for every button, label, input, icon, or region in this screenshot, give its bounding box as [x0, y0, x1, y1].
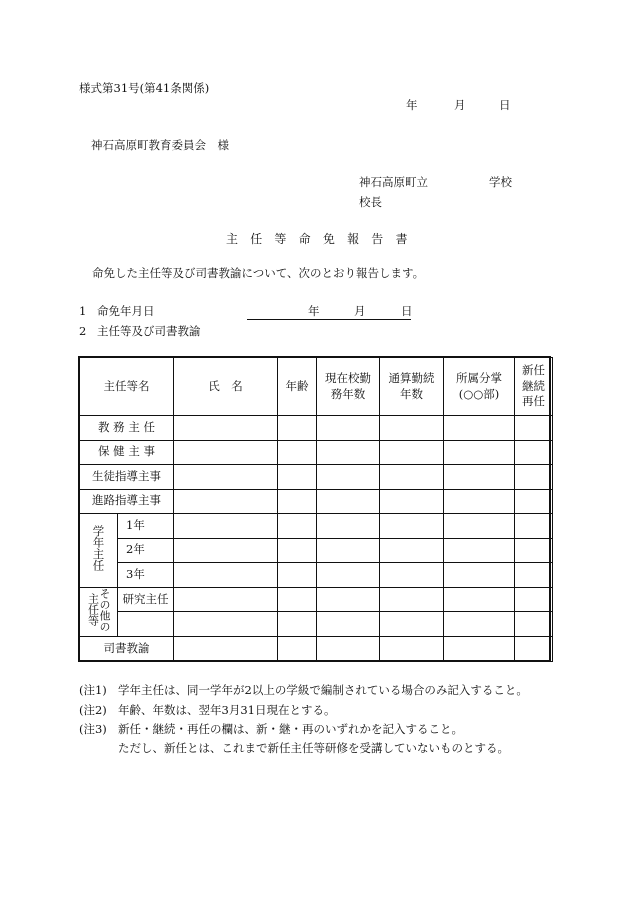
- header-status: 新任継続再任: [515, 358, 553, 416]
- age-cell[interactable]: [278, 538, 317, 563]
- date-year-label: 年: [406, 98, 418, 112]
- table-row: [80, 587, 553, 612]
- other-head-blank-cell[interactable]: [118, 612, 174, 637]
- age-cell[interactable]: [278, 416, 317, 441]
- item-1-month: 月: [354, 304, 366, 318]
- age-cell[interactable]: [278, 637, 317, 662]
- department-cell[interactable]: [444, 563, 515, 588]
- status-cell[interactable]: [515, 637, 553, 662]
- date-day-label: 日: [499, 98, 511, 112]
- department-cell[interactable]: [444, 637, 515, 662]
- status-cell[interactable]: [515, 563, 553, 588]
- table-row: [80, 637, 553, 662]
- status-cell[interactable]: [515, 440, 553, 465]
- department-cell[interactable]: [444, 587, 515, 612]
- total-years-cell[interactable]: [380, 538, 444, 563]
- note-1-text: 学年主任は、同一学年が2以上の学級で編制されている場合のみ記入すること。: [118, 683, 528, 697]
- total-years-cell[interactable]: [380, 514, 444, 539]
- table-row: [80, 514, 553, 539]
- row-label-health: 保 健 主 事: [80, 440, 174, 465]
- total-years-cell[interactable]: [380, 637, 444, 662]
- current-years-cell[interactable]: [317, 416, 380, 441]
- school-suffix: 学校: [489, 175, 512, 189]
- note-1-mark: (注1): [79, 683, 107, 697]
- age-cell[interactable]: [278, 440, 317, 465]
- addressee: 神石高原町教育委員会 様: [91, 138, 229, 152]
- department-cell[interactable]: [444, 514, 515, 539]
- item-2-label: 主任等及び司書教諭: [97, 324, 201, 338]
- name-cell[interactable]: [174, 538, 278, 563]
- current-years-cell[interactable]: [317, 440, 380, 465]
- principal-label: 校長: [359, 195, 382, 209]
- department-cell[interactable]: [444, 612, 515, 637]
- status-cell[interactable]: [515, 587, 553, 612]
- current-years-cell[interactable]: [317, 612, 380, 637]
- total-years-cell[interactable]: [380, 489, 444, 514]
- age-cell[interactable]: [278, 489, 317, 514]
- status-cell[interactable]: [515, 416, 553, 441]
- current-years-cell[interactable]: [317, 587, 380, 612]
- current-years-cell[interactable]: [317, 465, 380, 490]
- row-label-grade2: 2年: [118, 538, 174, 563]
- appointment-table: [79, 357, 553, 662]
- row-group-grade-head: 学年主任: [80, 514, 118, 588]
- item-2-number: 2: [79, 324, 87, 338]
- school-prefix: 神石高原町立: [359, 175, 428, 189]
- header-position: 主任等名: [80, 358, 174, 416]
- current-years-cell[interactable]: [317, 538, 380, 563]
- row-label-grade3: 3年: [118, 563, 174, 588]
- document-title: 主 任 等 命 免 報 告 書: [226, 232, 412, 246]
- status-cell[interactable]: [515, 612, 553, 637]
- note-3-continuation: ただし、新任とは、これまで新任主任等研修を受講していないものとする。: [118, 741, 509, 755]
- name-cell[interactable]: [174, 514, 278, 539]
- note-2-text: 年齢、年数は、翌年3月31日現在とする。: [118, 703, 336, 717]
- name-cell[interactable]: [174, 563, 278, 588]
- current-years-cell[interactable]: [317, 637, 380, 662]
- row-label-grade1: 1年: [118, 514, 174, 539]
- name-cell[interactable]: [174, 612, 278, 637]
- item-1-label: 命免年月日: [97, 304, 155, 318]
- total-years-cell[interactable]: [380, 440, 444, 465]
- department-cell[interactable]: [444, 538, 515, 563]
- status-cell[interactable]: [515, 465, 553, 490]
- table-row: [80, 563, 553, 588]
- total-years-cell[interactable]: [380, 563, 444, 588]
- name-cell[interactable]: [174, 440, 278, 465]
- age-cell[interactable]: [278, 612, 317, 637]
- note-3-mark: (注3): [79, 722, 107, 736]
- name-cell[interactable]: [174, 465, 278, 490]
- note-2-mark: (注2): [79, 703, 107, 717]
- status-cell[interactable]: [515, 514, 553, 539]
- table-row: [80, 440, 553, 465]
- header-age: 年齢: [278, 358, 317, 416]
- age-cell[interactable]: [278, 514, 317, 539]
- age-cell[interactable]: [278, 563, 317, 588]
- form-number: 様式第31号(第41条関係): [79, 81, 210, 95]
- row-label-research: 研究主任: [118, 587, 174, 612]
- row-label-career-guidance: 進路指導主事: [80, 489, 174, 514]
- current-years-cell[interactable]: [317, 563, 380, 588]
- table-row: [80, 416, 553, 441]
- note-3-text: 新任・継続・再任の欄は、新・継・再のいずれかを記入すること。: [118, 722, 463, 736]
- row-label-academic-affairs: 教 務 主 任: [80, 416, 174, 441]
- department-cell[interactable]: [444, 465, 515, 490]
- status-cell[interactable]: [515, 538, 553, 563]
- total-years-cell[interactable]: [380, 587, 444, 612]
- item-1-year: 年: [308, 304, 320, 318]
- current-years-cell[interactable]: [317, 514, 380, 539]
- header-total-years: 通算勤続年数: [380, 358, 444, 416]
- total-years-cell[interactable]: [380, 465, 444, 490]
- total-years-cell[interactable]: [380, 612, 444, 637]
- item-1-underline: [247, 319, 411, 320]
- department-cell[interactable]: [444, 489, 515, 514]
- department-cell[interactable]: [444, 416, 515, 441]
- name-cell[interactable]: [174, 587, 278, 612]
- name-cell[interactable]: [174, 489, 278, 514]
- header-name: 氏 名: [174, 358, 278, 416]
- department-cell[interactable]: [444, 440, 515, 465]
- item-1-number: 1: [79, 304, 87, 318]
- table-row: [80, 465, 553, 490]
- name-cell[interactable]: [174, 416, 278, 441]
- age-cell[interactable]: [278, 465, 317, 490]
- table-row: [80, 612, 553, 637]
- status-cell[interactable]: [515, 489, 553, 514]
- intro-text: 命免した主任等及び司書教諭について、次のとおり報告します。: [92, 266, 425, 280]
- total-years-cell[interactable]: [380, 416, 444, 441]
- table-header-row: [80, 358, 553, 416]
- row-group-other-head: その他の主任等: [80, 587, 118, 637]
- item-1-day: 日: [401, 304, 413, 318]
- current-years-cell[interactable]: [317, 489, 380, 514]
- header-department: 所属分掌(○○部): [444, 358, 515, 416]
- age-cell[interactable]: [278, 587, 317, 612]
- row-label-student-guidance: 生徒指導主事: [80, 465, 174, 490]
- table-row: [80, 489, 553, 514]
- header-current-years: 現在校勤務年数: [317, 358, 380, 416]
- date-month-label: 月: [454, 98, 466, 112]
- row-label-librarian: 司書教諭: [80, 637, 174, 662]
- name-cell[interactable]: [174, 637, 278, 662]
- table-row: [80, 538, 553, 563]
